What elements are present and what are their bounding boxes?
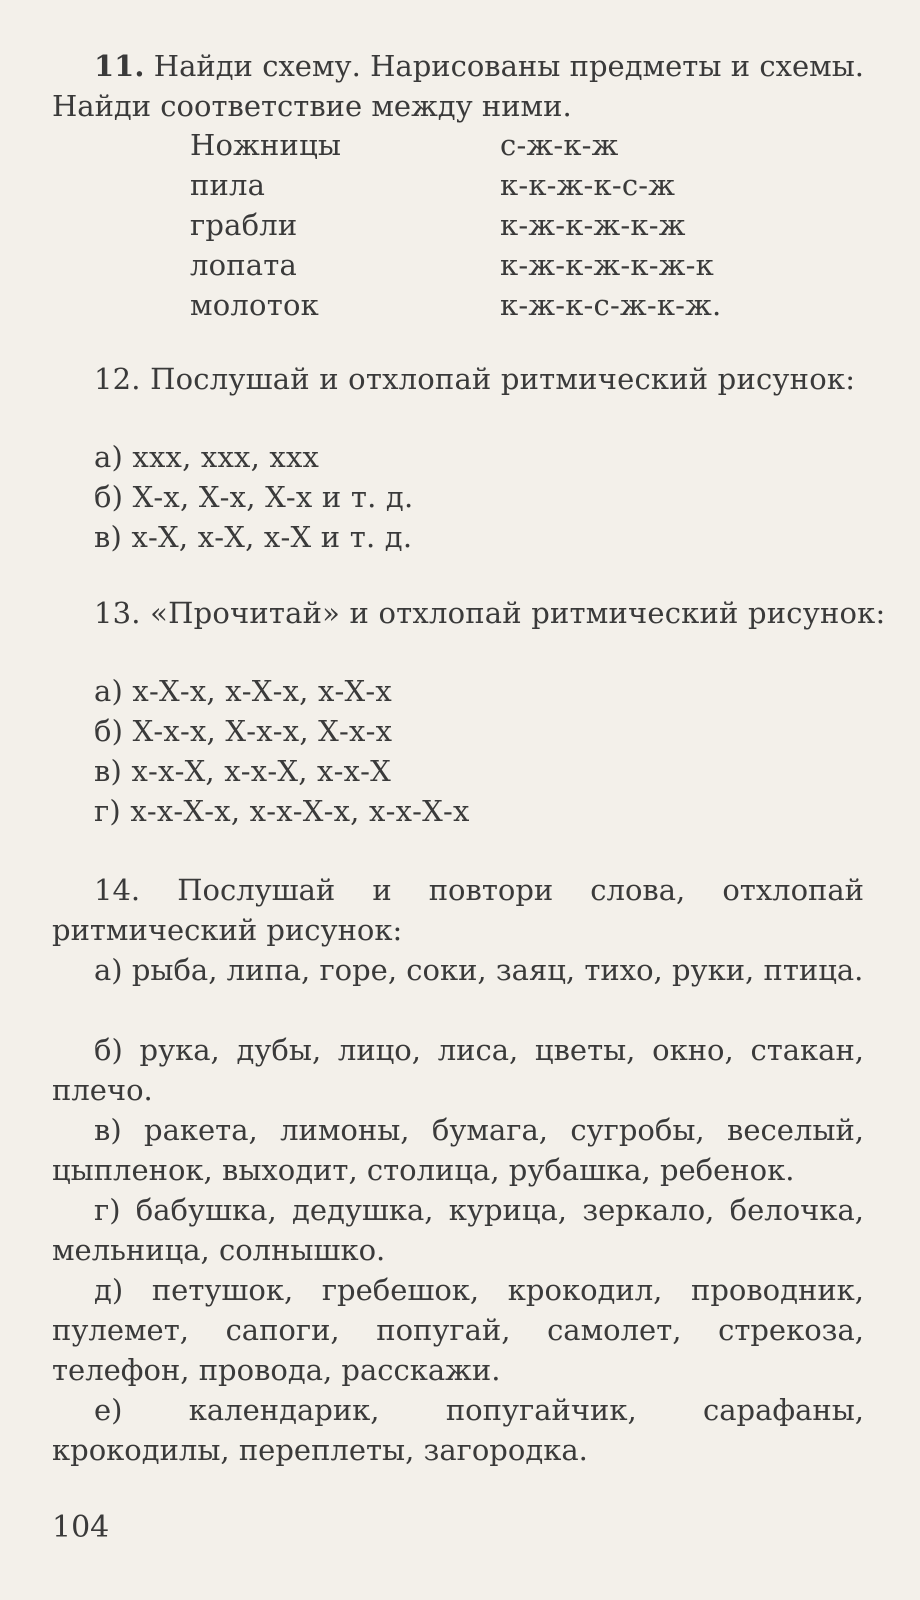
exercise-13-number: 13. xyxy=(94,596,141,630)
exercise-14-heading xyxy=(52,870,864,950)
exercise-14-title: Послушай и повтори слова, отхлопай ритмический рисунок: xyxy=(52,873,865,947)
exercise-13-line-a: а) х-Х-х, х-Х-х, х-Х-х xyxy=(94,674,392,708)
exercise-13-title: «Прочитай» и отхлопай ритмический рисунок: xyxy=(150,596,886,630)
exercise-12-line-c: в) х-Х, х-Х, х-Х и т. д. xyxy=(94,520,413,554)
exercise-12-heading xyxy=(94,362,855,396)
scheme-5: к-ж-к-с-ж-к-ж. xyxy=(500,288,722,322)
item-hammer: молоток xyxy=(190,288,319,322)
scheme-4: к-ж-к-ж-к-ж-к xyxy=(500,248,714,282)
exercise-11-intro xyxy=(52,46,864,126)
exercise-14-number: 14. xyxy=(94,873,141,907)
exercise-13-line-c: в) х-х-Х, х-х-Х, х-х-Х xyxy=(94,754,391,788)
exercise-12-number: 12. xyxy=(94,362,141,396)
item-shovel: лопата xyxy=(190,248,298,282)
page-number: 104 xyxy=(52,1510,110,1545)
exercise-14-part-d: г) бабушка, дедушка, курица, зеркало, белочка, мельница, солнышко. xyxy=(52,1193,864,1267)
exercise-11-number: 11. xyxy=(94,49,145,83)
exercise-12-line-b: б) Х-х, Х-х, Х-х и т. д. xyxy=(94,480,414,514)
exercise-11-text: Найди схему. Нарисованы предметы и схемы. Найди соответствие между ними. xyxy=(52,49,864,123)
exercise-14-part-e: д) петушок, гребешок, крокодил, проводник, пулемет, сапоги, попугай, самолет, стрекоза, телефон, провода, расскажи. xyxy=(52,1273,864,1387)
item-rake: грабли xyxy=(190,208,298,242)
exercise-13-heading xyxy=(94,596,885,630)
scheme-2: к-к-ж-к-с-ж xyxy=(500,168,676,202)
exercise-14-part-a: а) рыба, липа, горе, соки, заяц, тихо, руки, птица. xyxy=(94,953,864,987)
exercise-12-line-a: а) ххх, ххх, ххх xyxy=(94,440,320,474)
item-scissors: Ножницы xyxy=(190,128,342,162)
scheme-1: с-ж-к-ж xyxy=(500,128,619,162)
exercise-14-part-b: б) рука, дубы, лицо, лиса, цветы, окно, стакан, плечо. xyxy=(52,1033,864,1107)
exercise-13-line-b: б) Х-х-х, Х-х-х, Х-х-х xyxy=(94,714,393,748)
exercise-12-title: Послушай и отхлопай ритмический рисунок: xyxy=(150,362,856,396)
scheme-3: к-ж-к-ж-к-ж xyxy=(500,208,686,242)
exercise-13-line-d: г) х-х-Х-х, х-х-Х-х, х-х-Х-х xyxy=(94,794,470,828)
exercise-14-part-c: в) ракета, лимоны, бумага, сугробы, веселый, цыпленок, выходит, столица, рубашка, ребенок. xyxy=(52,1113,864,1187)
exercise-14-part-f: е) календарик, попугайчик, сарафаны, крокодилы, переплеты, загородка. xyxy=(52,1393,864,1467)
item-saw: пила xyxy=(190,168,266,202)
